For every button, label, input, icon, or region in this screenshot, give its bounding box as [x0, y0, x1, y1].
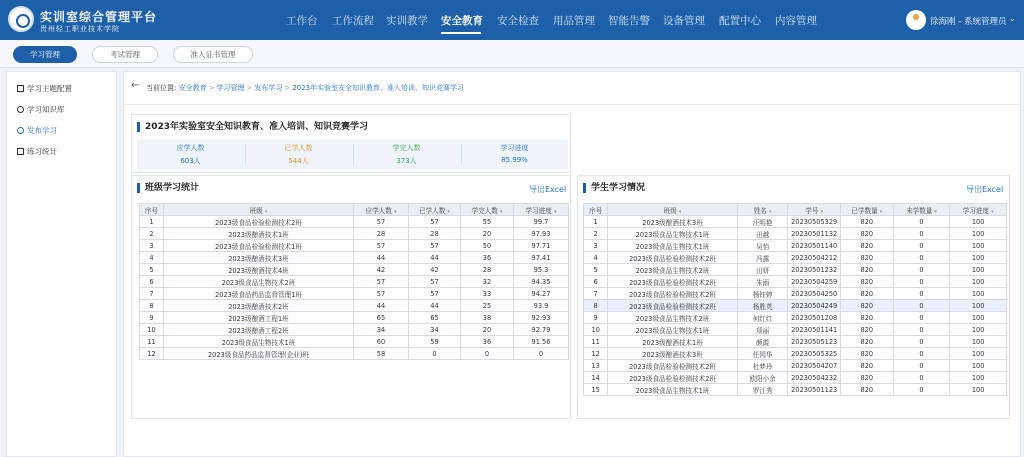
breadcrumb-current-study: 2023年实验室安全知识教育、准入培训、知识竞赛学习: [292, 84, 465, 92]
sort-icon: ▾: [264, 208, 268, 215]
table-row[interactable]: [140, 312, 569, 324]
table-cell: 20230505325: [788, 348, 841, 360]
table-cell: 820: [841, 252, 894, 264]
school-logo-icon: [8, 6, 34, 32]
table-cell: 0: [461, 348, 514, 360]
table-cell: 0: [893, 264, 950, 276]
table-cell: 4: [140, 252, 164, 264]
sort-icon: ▾: [499, 208, 503, 215]
sort-icon: ▾: [393, 208, 397, 215]
table-cell: 36: [461, 336, 514, 348]
table-cell: 34: [354, 324, 409, 336]
table-cell: 8: [584, 300, 608, 312]
nav-safety-inspection[interactable]: 安全检查: [497, 15, 539, 27]
nav-equipment[interactable]: 设备管理: [663, 15, 705, 27]
table-row[interactable]: [584, 276, 1007, 288]
table-cell: 7: [584, 288, 608, 300]
table-cell: 820: [841, 300, 894, 312]
table-row[interactable]: [140, 276, 569, 288]
table-cell: 57: [409, 240, 461, 252]
table-cell: 44: [409, 252, 461, 264]
sort-icon: ▾: [820, 208, 824, 215]
table-cell: 100: [950, 384, 1007, 396]
table-cell: 2: [140, 228, 164, 240]
table-row[interactable]: [584, 300, 1007, 312]
table-cell: 10: [584, 324, 608, 336]
table-cell: 100: [950, 252, 1007, 264]
table-cell: 2023级食品检验检测技术2班: [608, 372, 738, 384]
table-cell: 0: [893, 288, 950, 300]
student-stats-table: [583, 203, 1007, 396]
table-cell: 65: [409, 312, 461, 324]
table-cell: 20: [461, 324, 514, 336]
chart-icon: [17, 148, 24, 155]
table-row[interactable]: [140, 336, 569, 348]
nav-workflow[interactable]: 工作流程: [332, 15, 374, 27]
table-cell: 820: [841, 276, 894, 288]
avatar[interactable]: [906, 10, 926, 30]
nav-workbench[interactable]: 工作台: [286, 15, 318, 27]
sidebar-item-publish-study[interactable]: 发布学习: [7, 121, 116, 141]
table-row[interactable]: [140, 264, 569, 276]
table-cell: 3: [584, 240, 608, 252]
table-cell: 820: [841, 348, 894, 360]
table-row[interactable]: [140, 216, 569, 228]
table-cell: 95.3: [514, 264, 569, 276]
table-cell: 820: [841, 312, 894, 324]
table-cell: 57: [409, 276, 461, 288]
tab-certificate-management[interactable]: 准入证书管理: [173, 46, 253, 63]
table-cell: 820: [841, 336, 894, 348]
table-cell: 20230505329: [788, 216, 841, 228]
export-excel-button[interactable]: 导出Excel: [966, 185, 1004, 194]
table-cell: 2023级食品生物技术2班: [608, 264, 738, 276]
table-cell: 55: [461, 216, 514, 228]
table-cell: 2023级食品生物技术2班: [164, 276, 354, 288]
table-cell: 2023级酿酒技术2班: [164, 300, 354, 312]
nav-training-teaching[interactable]: 实训教学: [386, 15, 428, 27]
table-cell: 7: [140, 288, 164, 300]
table-cell: 2023级酿酒技术1班: [608, 336, 738, 348]
stat-completed: 学完人数 373人: [392, 144, 421, 165]
breadcrumb: 当前位置: 安全教育 > 学习管理 > 发布学习 > 2023年实验室安全知识教育、准入培训、知识竞赛学习: [146, 84, 465, 92]
main-panel: [123, 71, 1021, 457]
table-cell: 汪明艳: [737, 216, 788, 228]
table-cell: 57: [354, 240, 409, 252]
table-cell: 2023级酿酒工程2班: [164, 324, 354, 336]
table-cell: 2023级酿酒技术3班: [608, 348, 738, 360]
user-name[interactable]: 徐海刚 - 系统管理员: [930, 17, 1007, 27]
table-cell: 20230504212: [788, 252, 841, 264]
table-cell: 820: [841, 360, 894, 372]
table-cell: 100: [950, 336, 1007, 348]
table-row[interactable]: [140, 228, 569, 240]
table-cell: 2023级酿酒技术4班: [164, 264, 354, 276]
table-cell: 20: [461, 228, 514, 240]
table-row[interactable]: [140, 252, 569, 264]
table-cell: 100: [950, 216, 1007, 228]
nav-config-center[interactable]: 配置中心: [719, 15, 761, 27]
table-header-row: 序号 班级 ▾ 应学人数 ▾ 已学人数 ▾ 学完人数 ▾ 学习进度 ▾: [140, 204, 569, 216]
student-stats-card: [577, 175, 1010, 419]
table-cell: 32: [461, 276, 514, 288]
table-cell: 0: [893, 324, 950, 336]
table-cell: 12: [584, 348, 608, 360]
table-cell: 2023级食品检验检测技术2班: [608, 288, 738, 300]
table-cell: 20230501141: [788, 324, 841, 336]
table-cell: 44: [409, 300, 461, 312]
table-header-row: 序号 班级 ▾ 姓名 ▾ 学号 ▾ 已学数量 ▾ 未学数量 ▾ 学习进度 ▾: [584, 204, 1007, 216]
table-cell: 28: [461, 264, 514, 276]
table-cell: 0: [893, 252, 950, 264]
table-cell: 50: [461, 240, 514, 252]
table-cell: 欧阳小余: [737, 372, 788, 384]
table-cell: 2023级食品检验检测技术2班: [608, 252, 738, 264]
table-cell: 2023级食品检验检测技术2班: [164, 216, 354, 228]
stats-box: [137, 139, 568, 170]
top-nav: [0, 0, 1024, 40]
table-cell: 100: [950, 228, 1007, 240]
table-cell: 36: [461, 252, 514, 264]
table-cell: 100: [950, 300, 1007, 312]
table-cell: 任园华: [737, 348, 788, 360]
table-row[interactable]: [584, 312, 1007, 324]
table-cell: 58: [354, 348, 409, 360]
table-cell: 57: [409, 216, 461, 228]
table-cell: 2023级食品检验检测技术2班: [608, 276, 738, 288]
table-cell: 44: [354, 252, 409, 264]
table-cell: 2023级食品生物技术1班: [608, 240, 738, 252]
table-cell: 2023级食品检验检测技术1班: [164, 240, 354, 252]
table-cell: 42: [354, 264, 409, 276]
table-cell: 20230505123: [788, 336, 841, 348]
table-cell: 0: [893, 300, 950, 312]
table-cell: 65: [354, 312, 409, 324]
breadcrumb-study-management[interactable]: 学习管理: [216, 84, 245, 92]
stat-progress: 学习进度 85.99%: [500, 144, 529, 164]
table-cell: 57: [354, 216, 409, 228]
table-cell: 20230504207: [788, 360, 841, 372]
table-cell: 1: [140, 216, 164, 228]
table-cell: 60: [354, 336, 409, 348]
table-cell: 2023级食品药品监督管理(企业)班: [164, 348, 354, 360]
table-cell: 20230501123: [788, 384, 841, 396]
table-cell: 20230501132: [788, 228, 841, 240]
table-row[interactable]: [584, 348, 1007, 360]
table-cell: 93.9: [514, 300, 569, 312]
table-cell: 820: [841, 228, 894, 240]
table-cell: 2023级食品生物技术1班: [608, 324, 738, 336]
table-cell: 2023级食品生物技术1班: [608, 384, 738, 396]
table-cell: 杨钰婷: [737, 288, 788, 300]
table-cell: 20230501140: [788, 240, 841, 252]
table-cell: 20230504259: [788, 276, 841, 288]
table-row[interactable]: [140, 300, 569, 312]
stat-studied: 已学人数 544人: [284, 144, 313, 165]
summary-card: [131, 114, 571, 173]
stat-should-study: 应学人数 603人: [176, 144, 205, 165]
sort-icon: ▾: [553, 208, 557, 215]
table-cell: 4: [584, 252, 608, 264]
clock-icon: [17, 127, 24, 134]
table-cell: 2023级酿酒工程1班: [164, 312, 354, 324]
table-cell: 92.93: [514, 312, 569, 324]
table-cell: 100: [950, 288, 1007, 300]
tab-bar: [0, 40, 1024, 68]
school-name: 贵州轻工职业技术学院: [40, 25, 120, 33]
table-cell: 何红红: [737, 312, 788, 324]
table-cell: 15: [584, 384, 608, 396]
table-cell: 6: [140, 276, 164, 288]
table-cell: 2023级酿酒技术3班: [164, 252, 354, 264]
table-cell: 11: [584, 336, 608, 348]
table-cell: 820: [841, 384, 894, 396]
table-row[interactable]: [584, 216, 1007, 228]
student-stats-title: 学生学习情况: [583, 183, 645, 193]
table-cell: 820: [841, 240, 894, 252]
table-cell: 0: [893, 216, 950, 228]
table-cell: 2023级食品生物技术1班: [608, 228, 738, 240]
class-stats-title: 班级学习统计: [137, 183, 199, 193]
breadcrumb-publish-study[interactable]: 发布学习: [254, 84, 283, 92]
table-cell: 1: [584, 216, 608, 228]
bulb-icon: [17, 106, 24, 113]
table-cell: 100: [950, 276, 1007, 288]
table-cell: 94.35: [514, 276, 569, 288]
chevron-down-icon[interactable]: ⌄: [1009, 14, 1016, 23]
table-cell: 0: [893, 348, 950, 360]
table-cell: 820: [841, 216, 894, 228]
table-cell: 0: [893, 312, 950, 324]
table-cell: 0: [893, 240, 950, 252]
nav-active-indicator: [441, 32, 481, 34]
study-title: 2023年实验室安全知识教育、准入培训、知识竞赛学习: [137, 122, 368, 132]
class-stats-table: [139, 203, 569, 360]
table-cell: 100: [950, 324, 1007, 336]
table-cell: 100: [950, 264, 1007, 276]
tab-study-management[interactable]: 学习管理: [13, 46, 77, 63]
nav-safety-education[interactable]: 安全教育: [441, 15, 483, 27]
table-cell: 57: [354, 276, 409, 288]
table-cell: 田妍: [737, 264, 788, 276]
table-cell: 34: [409, 324, 461, 336]
table-row[interactable]: [140, 324, 569, 336]
table-cell: 13: [584, 360, 608, 372]
table-cell: 100: [950, 312, 1007, 324]
table-cell: 14: [584, 372, 608, 384]
sidebar-item-topic-config[interactable]: 学习主题配置: [7, 79, 116, 99]
table-cell: 6: [584, 276, 608, 288]
table-cell: 10: [140, 324, 164, 336]
table-row[interactable]: [140, 288, 569, 300]
table-cell: 0: [893, 276, 950, 288]
table-cell: 20230501232: [788, 264, 841, 276]
nav-content[interactable]: 内容管理: [775, 15, 817, 27]
table-cell: 20230504250: [788, 288, 841, 300]
table-cell: 冯露: [737, 252, 788, 264]
sort-icon: ▾: [879, 208, 883, 215]
table-cell: 2023级食品检验检测技术2班: [608, 300, 738, 312]
table-row[interactable]: [584, 360, 1007, 372]
table-cell: 94.27: [514, 288, 569, 300]
table-cell: 42: [409, 264, 461, 276]
table-cell: 820: [841, 264, 894, 276]
export-excel-button[interactable]: 导出Excel: [529, 185, 567, 194]
table-row[interactable]: [584, 240, 1007, 252]
table-cell: 罗江秀: [737, 384, 788, 396]
table-cell: 0: [409, 348, 461, 360]
table-cell: 9: [584, 312, 608, 324]
table-row[interactable]: [584, 372, 1007, 384]
table-cell: 田越: [737, 228, 788, 240]
sidebar-item-knowledge-base[interactable]: 学习知识库: [7, 100, 116, 120]
table-cell: 91.56: [514, 336, 569, 348]
calendar-icon: [17, 85, 24, 92]
tab-exam-management[interactable]: 考试管理: [92, 46, 158, 63]
divider: [124, 104, 1020, 105]
table-cell: 吴怡: [737, 240, 788, 252]
table-cell: 100: [950, 360, 1007, 372]
table-cell: 2023级酿酒技术1班: [164, 228, 354, 240]
class-stats-card: [131, 175, 571, 419]
table-cell: 2023级食品生物技术2班: [608, 312, 738, 324]
table-cell: 12: [140, 348, 164, 360]
table-row[interactable]: [584, 228, 1007, 240]
table-cell: 25: [461, 300, 514, 312]
table-cell: 杜梦玲: [737, 360, 788, 372]
table-cell: 11: [140, 336, 164, 348]
table-cell: 97.71: [514, 240, 569, 252]
table-cell: 2: [584, 228, 608, 240]
sidebar-item-practice-stats[interactable]: 练习统计: [7, 142, 116, 162]
table-cell: 100: [950, 372, 1007, 384]
app-title: 实训室综合管理平台: [40, 10, 158, 24]
table-cell: 28: [354, 228, 409, 240]
table-cell: 57: [409, 288, 461, 300]
table-cell: 100: [950, 240, 1007, 252]
table-row[interactable]: [140, 240, 569, 252]
table-cell: 9: [140, 312, 164, 324]
table-cell: 0: [893, 228, 950, 240]
table-cell: 朱雨: [737, 276, 788, 288]
table-row[interactable]: [584, 384, 1007, 396]
table-cell: 820: [841, 372, 894, 384]
table-cell: 颜霞: [737, 336, 788, 348]
table-cell: 0: [893, 360, 950, 372]
sort-icon: ▾: [991, 208, 994, 215]
table-row[interactable]: [584, 264, 1007, 276]
table-cell: 820: [841, 324, 894, 336]
table-cell: 8: [140, 300, 164, 312]
sort-icon: ▾: [447, 208, 450, 215]
table-cell: 3: [140, 240, 164, 252]
table-cell: 97.41: [514, 252, 569, 264]
table-cell: 28: [409, 228, 461, 240]
table-row[interactable]: [584, 288, 1007, 300]
nav-smart-alert[interactable]: 智能告警: [608, 15, 650, 27]
table-cell: 0: [893, 336, 950, 348]
breadcrumb-safety-education[interactable]: 安全教育: [178, 84, 207, 92]
sort-icon: ▾: [678, 208, 682, 215]
table-cell: 5: [584, 264, 608, 276]
table-cell: 820: [841, 288, 894, 300]
table-cell: 杨胜英: [737, 300, 788, 312]
table-cell: 92.79: [514, 324, 569, 336]
sidebar: [6, 71, 117, 457]
table-row[interactable]: [140, 348, 569, 360]
table-cell: 2023级酿酒技术3班: [608, 216, 738, 228]
table-cell: 44: [354, 300, 409, 312]
table-cell: 38: [461, 312, 514, 324]
back-arrow-icon[interactable]: ←: [131, 80, 140, 91]
table-cell: 项丽: [737, 324, 788, 336]
table-row[interactable]: [584, 324, 1007, 336]
table-row[interactable]: [584, 252, 1007, 264]
table-cell: 97.93: [514, 228, 569, 240]
table-cell: 5: [140, 264, 164, 276]
table-cell: 33: [461, 288, 514, 300]
table-cell: 20230504249: [788, 300, 841, 312]
table-cell: 0: [893, 372, 950, 384]
table-cell: 59: [409, 336, 461, 348]
table-cell: 57: [354, 288, 409, 300]
table-cell: 20230501208: [788, 312, 841, 324]
table-cell: 2023级食品药品监督管理1班: [164, 288, 354, 300]
table-cell: 2023级食品检验检测技术2班: [608, 360, 738, 372]
table-row[interactable]: [584, 336, 1007, 348]
table-cell: 99.7: [514, 216, 569, 228]
table-cell: 0: [893, 384, 950, 396]
table-cell: 0: [514, 348, 569, 360]
nav-supplies[interactable]: 用品管理: [553, 15, 595, 27]
sort-icon: ▾: [768, 208, 772, 215]
table-cell: 100: [950, 348, 1007, 360]
sort-icon: ▾: [934, 208, 937, 215]
table-cell: 2023级食品生物技术1班: [164, 336, 354, 348]
table-cell: 20230504232: [788, 372, 841, 384]
